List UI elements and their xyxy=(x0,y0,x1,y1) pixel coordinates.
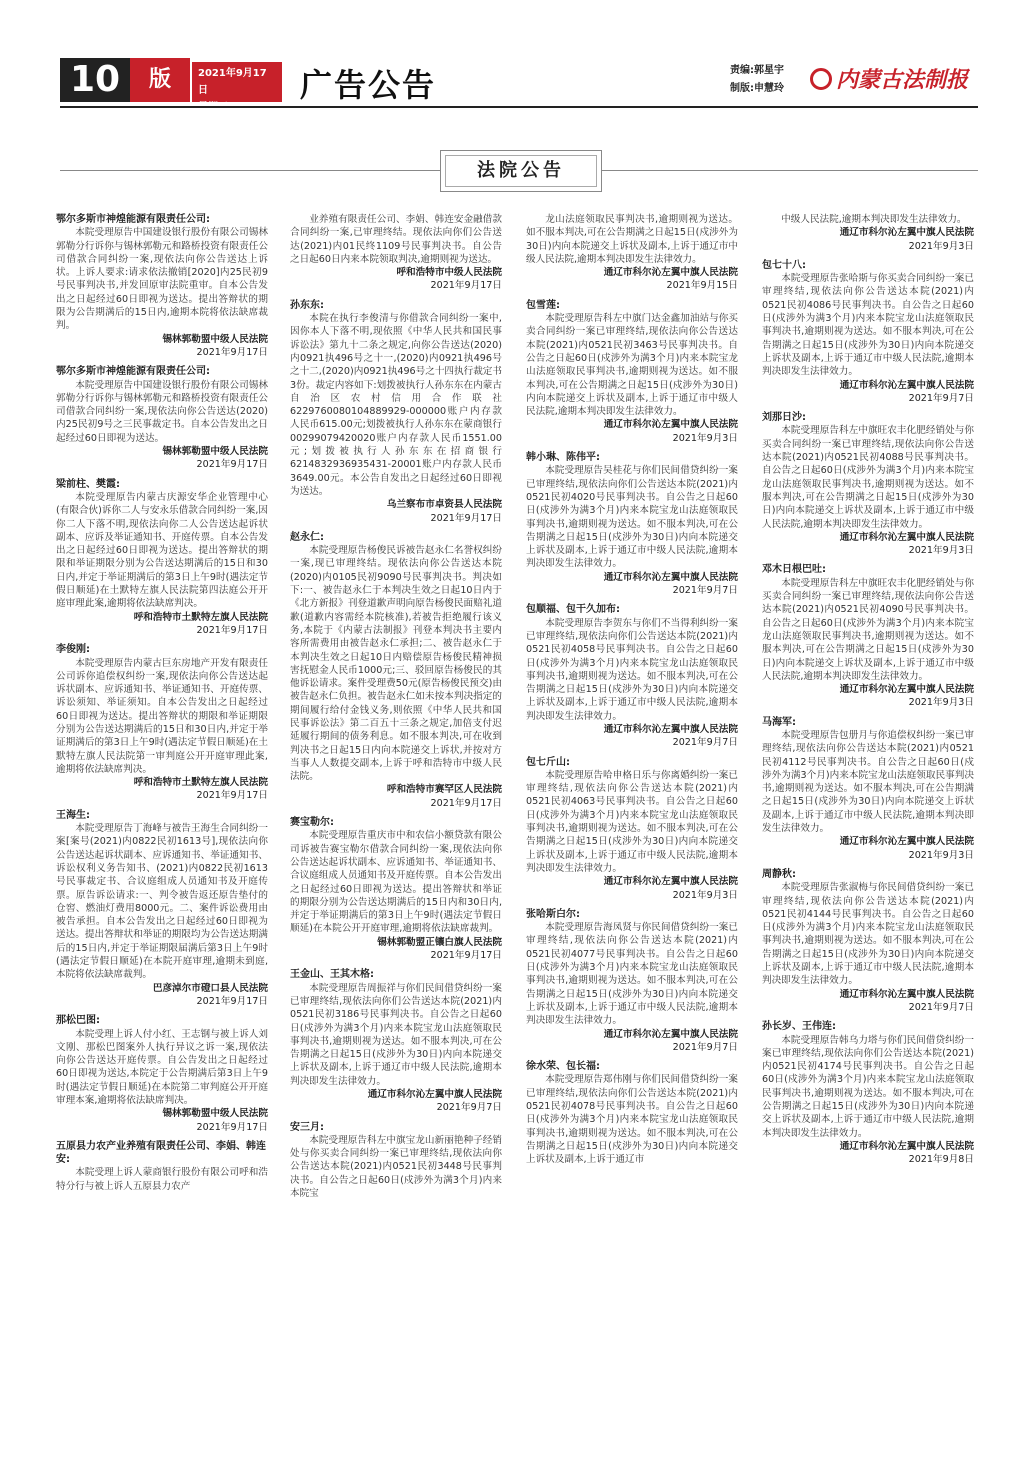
notice-date: 2021年9月17日 xyxy=(430,797,502,809)
notice-body: 本院受理原告张哈斯与你买卖合同纠纷一案已审理终结,现依法向你公告送达本院(2021)内0521民初4086号民事判决书。自公告之日起60日(戍涉外为满3个月)内来本院宝龙山法庭领取民事判决书,逾期则视为送达。如不服本判决,可在公告期满之日起15日(戍涉外为30日)内向本院递交上诉状及副本,上诉于通辽市中级人民法院,逾期本判决即发生法律效力。 xyxy=(762,273,974,378)
page-number: 10 xyxy=(60,58,130,102)
notice-body: 本院受理原告哈申格日乐与你离婚纠纷一案已审理终结,现依法向你公告送达本院(2021)内0521民初4063号民事判决书。自公告之日起60日(戍涉外为满3个月)内来本院宝龙山法庭领取民事判决书,逾期则视为送达。如不服本判决,可在公告期满之日起15日(戍涉外为30日)内向本院递交上诉状及副本,上诉于通辽市中级人民法院,逾期本判决即发生法律效力。 xyxy=(526,769,738,874)
notice-item xyxy=(526,756,738,902)
notice-item xyxy=(56,365,268,471)
notice-date: 2021年9月17日 xyxy=(430,512,502,524)
notice-body: 本院受理原告内蒙古巨东房地产开发有限责任公司诉你追偿权纠纷一案,现依法向你公告送达起诉状副本、应诉通知书、举证通知书、开庭传票、诉讼须知、举证须知。自本公告发出之日起经过60日即视为送达。提出答辩状的期限和举证期限分别为公告送达期满后的15日和30日内,并定于举证期满后的第3日上午9时(遇法定节假日顺延)在土默特左旗人民法院第一审判庭公开开庭审理此案,逾期将依法缺席判决。 xyxy=(56,657,268,775)
notice-item xyxy=(290,531,502,810)
notice-date: 2021年9月17日 xyxy=(196,459,268,471)
notice-date: 2021年9月7日 xyxy=(908,392,974,404)
notice-date: 2021年9月17日 xyxy=(196,995,268,1007)
notice-item xyxy=(526,213,738,293)
banner-title: 法院公告 xyxy=(445,155,597,187)
notice-body: 本院受理上诉人蒙商银行股份有限公司呼和浩特分行与被上诉人五原县力农产 xyxy=(56,1167,268,1192)
notice-body: 本院受理原告包册月与你追偿权纠纷一案已审理终结,现依法向你公告送达本院(2021)内0521民初4112号民事判决书。自公告之日起60日(戍涉外为满3个月)内来本院宝龙山法庭领取民事判决书,逾期则视为送达。如不服本判决,可在公告期满之日起15日(戍涉外为30日)内向本院递交上诉状及副本,上诉于通辽市中级人民法院,逾期本判决即发生法律效力。 xyxy=(762,729,974,835)
notice-court: 通辽市科尔沁左翼中旗人民法院 xyxy=(839,836,974,848)
notice-body: 本院受理上诉人付小红、王志钢与被上诉人刘文刚、那松巴图案外人执行异议之诉一案,现依法向你公告送达开庭传票。自公告发出之日起经过60日即视为送达,本院定于公告期满后第3日上午9时(遇法定节假日顺延)在本院第二审判庭公开开庭审理本案,逾期将依法缺席判决。 xyxy=(56,1028,268,1106)
notice-court: 通辽市科尔沁左翼中旗人民法院 xyxy=(603,723,738,735)
notice-addressee: 鄂尔多斯市神煌能源有限责任公司: xyxy=(56,366,210,378)
notice-date: 2021年9月3日 xyxy=(908,545,974,557)
notice-item xyxy=(56,1140,268,1193)
page-label: 版 xyxy=(130,58,190,102)
section-banner xyxy=(440,150,602,192)
notice-court: 呼和浩特市赛罕区人民法院 xyxy=(386,784,502,796)
notice-item xyxy=(762,1020,974,1166)
notice-addressee: 那松巴图: xyxy=(56,1015,100,1027)
notice-body: 本院受理原告科左中旗门达金鑫加油站与你买卖合同纠纷一案已审理终结,现依法向你公告送达本院(2021)内0521民初3463号民事判决书。自公告之日起60日(戍涉外为满3个月)内来本院宝龙山法庭领取民事判决书,逾期则视为送达。如不服本判决,可在公告期满之日起15日(戍涉外为30日)内向本院递交上诉状及副本,上诉于通辽市中级人民法院,逾期本判决即发生法律效力。 xyxy=(526,313,738,418)
notice-body: 本院受理原告重庆市中和农信小额贷款有限公司诉被告赛宝勒尔借款合同纠纷一案,现依法向你公告送达起诉状副本、应诉通知书、举证通知书、合议庭组成人员通知书及开庭传票。自本公告发出之日起经过60日即视为送达。提出答辩状和举证的期限分别为公告送达期满后的15日内和30日内,并定于举证期满后的第3日上午9时(遇法定节假日顺延)在本院公开开庭审理,逾期将依法缺席裁判。 xyxy=(290,830,502,935)
notice-item xyxy=(526,299,738,445)
issue-date-box xyxy=(192,62,282,102)
notice-item xyxy=(762,868,974,1014)
newspaper-emblem-icon xyxy=(810,68,832,90)
notice-date: 2021年9月7日 xyxy=(672,737,738,749)
notice-addressee: 鄂尔多斯市神煌能源有限责任公司: xyxy=(56,214,210,225)
notice-item xyxy=(56,1014,268,1134)
notice-court: 乌兰察布市卓资县人民法院 xyxy=(386,499,502,511)
notice-addressee: 孙长岁、王伟连: xyxy=(762,1021,836,1033)
notice-date: 2021年9月7日 xyxy=(436,1102,502,1114)
notice-item xyxy=(762,411,974,557)
notice-court: 呼和浩特市土默特左旗人民法院 xyxy=(133,611,268,623)
notice-court: 通辽市科尔沁左翼中旗人民法院 xyxy=(839,227,974,239)
notice-court: 巴彦淖尔市磴口县人民法院 xyxy=(152,982,268,994)
notice-court: 锡林郭勒盟中级人民法院 xyxy=(162,333,268,345)
notice-body: 本院受理原告李贺东与你们不当得利纠纷一案已审理终结,现依法向你们公告送达本院(2021)内0521民初4058号民事判决书。自公告之日起60日(戍涉外为满3个月)内来本院宝龙山法庭领取民事判决书,逾期则视为送达。如不服本判决,可在公告期满之日起15日(戍涉外为30日)内向本院递交上诉状及副本,上诉于通辽市中级人民法院,逾期本判决即发生法律效力。 xyxy=(526,617,738,722)
column-2 xyxy=(290,213,502,1206)
notice-date: 2021年9月17日 xyxy=(196,624,268,636)
notice-item xyxy=(526,1060,738,1166)
notice-date: 2021年9月7日 xyxy=(672,585,738,597)
issue-date: 2021年9月17日 xyxy=(198,68,267,96)
notice-addressee: 韩小琳、陈伟平: xyxy=(526,452,600,464)
notice-addressee: 邓木日根巴吐: xyxy=(762,564,826,576)
notice-addressee: 孙东东: xyxy=(290,299,324,311)
notice-court: 呼和浩特市土默特左旗人民法院 xyxy=(133,777,268,789)
notice-addressee: 张哈斯白尔: xyxy=(526,908,580,920)
notice-item xyxy=(762,213,974,253)
notice-addressee: 李俊刚: xyxy=(56,644,90,656)
notice-addressee: 安三月: xyxy=(290,1121,324,1133)
notice-addressee: 包七十八: xyxy=(762,259,806,271)
notice-addressee: 徐水荣、包长福: xyxy=(526,1061,600,1073)
notice-item xyxy=(56,643,268,803)
notice-addressee: 五原县力农产业养殖有限责任公司、李娟、韩连安: xyxy=(56,1140,266,1166)
notice-item xyxy=(290,299,502,525)
column-4 xyxy=(762,213,974,1172)
notice-addressee: 赵永仁: xyxy=(290,531,324,543)
notice-date: 2021年9月3日 xyxy=(908,849,974,861)
notice-addressee: 王海生: xyxy=(56,809,90,821)
notice-court: 通辽市科尔沁左翼中旗人民法院 xyxy=(839,531,974,543)
notice-item xyxy=(56,478,268,638)
editor-credit: 责编:郭星宇 xyxy=(730,65,784,76)
notice-item xyxy=(290,968,502,1114)
notice-item xyxy=(290,213,502,293)
masthead xyxy=(60,58,978,106)
notice-date: 2021年9月17日 xyxy=(196,790,268,802)
notice-body: 本院受理原告丁海峰与被告王海生合同纠纷一案[案号(2021)内0822民初1613号],现依法向你公告送达起诉状副本、应诉通知书、举证通知书、诉讼权利义务告知书、(2021)内0822民初1613号民事裁定书、合议庭组成人员通知书及开庭传票。原告诉讼请求:一、判令被告返还原告垫付的仓窖、燃油灯费用8000元。二、案件诉讼费用由被告承担。自本公告发出之日起经过60日即视为送达。提出答辩状和举证的期限均为公告送达期满后的15日内,并定于举证期限届满后第3日上午9时(遇法定节假日顺延)在本院开庭审理,逾期未到庭,本院将依法缺席裁判。 xyxy=(56,823,268,981)
notice-date: 2021年9月8日 xyxy=(908,1154,974,1166)
notice-court: 通辽市科尔沁左翼中旗人民法院 xyxy=(839,684,974,696)
section-title: 广告公告 xyxy=(300,66,437,104)
notice-body: 中级人民法院,逾期本判决即发生法律效力。 xyxy=(781,214,967,225)
notice-date: 2021年9月17日 xyxy=(196,346,268,358)
notice-addressee: 赛宝勒尔: xyxy=(290,817,334,829)
notice-court: 呼和浩特市中级人民法院 xyxy=(396,267,502,279)
banner-rule-left xyxy=(60,170,440,171)
notice-body: 本院受理原告科左中旗旺农丰化肥经销处与你买卖合同纠纷一案已审理终结,现依法向你公告送达本院(2021)内0521民初4090号民事判决书。自公告之日起60日(戍涉外为满3个月)内来本院宝龙山法庭领取民事判决书,逾期则视为送达。如不服本判决,可在公告期满之日起15日(戍涉外为30日)内向本院递交上诉状及副本,上诉于通辽市中级人民法院,逾期本判决即发生法律效力。 xyxy=(762,577,974,682)
notice-body: 本院受理原告周振祥与你们民间借贷纠纷一案已审理终结,现依法向你们公告送达本院(2021)内0521民初3186号民事判决书。自公告之日起60日(戍涉外为满3个月)内来本院宝龙山法庭领取民事判决书,逾期则视为送达。如不服本判决,可在公告期满之日起15日(戍涉外为30日)内向本院递交上诉状及副本,上诉于通辽市中级人民法院,逾期本判决即发生法律效力。 xyxy=(290,982,502,1087)
newspaper-logo xyxy=(810,58,980,102)
notice-addressee: 刘那日沙: xyxy=(762,412,806,424)
notice-item xyxy=(290,816,502,962)
notice-item xyxy=(290,1121,502,1201)
notice-date: 2021年9月3日 xyxy=(672,889,738,901)
notice-body: 本院受理原告郑伟刚与你们民间借贷纠纷一案已审理终结,现依法向你们公告送达本院(2021)内0521民初4078号民事判决书。自公告之日起60日(戍涉外为满3个月)内来本院宝龙山法庭领取民事判决书,逾期则视为送达。如不服本判决,可在公告期满之日起15日(戍涉外为30日)内向本院递交上诉状及副本,上诉于通辽市 xyxy=(526,1074,738,1166)
notice-addressee: 包顺福、包干久加布: xyxy=(526,604,620,616)
notice-item xyxy=(526,908,738,1054)
producer-credit: 制版:申慧玲 xyxy=(730,83,784,94)
notice-addressee: 包七斤山: xyxy=(526,756,570,768)
column-1 xyxy=(56,213,268,1199)
notice-date: 2021年9月7日 xyxy=(672,1041,738,1053)
newspaper-name: 内蒙古法制报 xyxy=(836,67,969,93)
notice-body: 龙山法庭领取民事判决书,逾期则视为送达。如不服本判决,可在公告期满之日起15日(戍涉外为30日)内向本院递交上诉状及副本,上诉于通辽市中级人民法院,逾期本判决即发生法律效力。 xyxy=(526,214,738,265)
notice-body: 本院受理原告张淑梅与你民间借贷纠纷一案已审理终结,现依法向你公告送达本院(2021)内0521民初4144号民事判决书。自公告之日起60日(戍涉外为满3个月)内来本院宝龙山法庭领取民事判决书,逾期则视为送达。如不服本判决,可在公告期满之日起15日(戍涉外为30日)内向本院递交上诉状及副本,上诉于通辽市中级人民法院,逾期本判决即发生法律效力。 xyxy=(762,882,974,987)
notice-addressee: 马海军: xyxy=(762,716,796,728)
notice-body: 本院受理原告科左中旗旺农丰化肥经销处与你买卖合同纠纷一案已审理终结,现依法向你公告送达本院(2021)内0521民初4088号民事判决书。自公告之日起60日(戍涉外为满3个月)内来本院宝龙山法庭领取民事判决书,逾期则视为送达。如不服本判决,可在公告期满之日起15日(戍涉外为30日)内向本院递交上诉状及副本,上诉于通辽市中级人民法院,逾期本判决即发生法律效力。 xyxy=(762,425,974,530)
notice-body: 本院受理原告中国建设银行股份有限公司锡林郭勒分行诉你与锡林郭勒元和路桥投资有限责任公司借款合同纠纷一案,现依法向你公告送达(2020)内25民初9号之三民事裁定书。自本公告发出之日起经过60日即视为送达。 xyxy=(56,379,268,444)
notice-court: 通辽市科尔沁左翼中旗人民法院 xyxy=(839,988,974,1000)
notice-item xyxy=(762,716,974,862)
notice-item xyxy=(762,563,974,709)
notice-item xyxy=(526,451,738,597)
header-rule xyxy=(60,106,978,108)
notice-court: 锡林郭勒盟中级人民法院 xyxy=(162,446,268,458)
notice-body: 本院在执行李俊清与你借款合同纠纷一案中,因你本人下落不明,现依照《中华人民共和国民事诉讼法》第九十二条之规定,向你公告送达(2020)内0921执496号之十一,(2020)内0921执496号之十二,(2020)内0921执496号之十四执行裁定书3份。裁定内容如下:划拨被执行人孙东东在内蒙古自治区农村信用合作联社6229760080104889929-000000账户内存款人民币615.00元;划拨被执行人孙东东在蒙商银行00299079420020账户内存款人民币1551.00元;划拨被执行人孙东东在招商银行6214832936935431-20001账户内存款人民币3649.00元。本公告自发出之日起经过60日即视为送达。 xyxy=(290,313,502,497)
editors xyxy=(730,62,784,98)
notice-date: 2021年9月17日 xyxy=(430,280,502,292)
notice-court: 通辽市科尔沁左翼中旗人民法院 xyxy=(367,1089,502,1100)
notice-court: 通辽市科尔沁左翼中旗人民法院 xyxy=(839,1140,974,1152)
banner-rule-right xyxy=(600,170,978,171)
notice-item xyxy=(56,213,268,359)
notice-body: 本院受理原告吴桂花与你们民间借贷纠纷一案已审理终结,现依法向你们公告送达本院(2021)内0521民初4020号民事判决书。自公告之日起60日(戍涉外为满3个月)内来本院宝龙山法庭领取民事判决书,逾期则视为送达。如不服本判决,可在公告期满之日起15日(戍涉外为30日)内向本院递交上诉状及副本,上诉于通辽市中级人民法院,逾期本判决即发生法律效力。 xyxy=(526,465,738,570)
notice-body: 本院受理原告韩乌力塔与你们民间借贷纠纷一案已审理终结,现依法向你们公告送达本院(2021)内0521民初4174号民事判决书。自公告之日起60日(戍涉外为满3个月)内来本院宝龙山法庭领取民事判决书,逾期则视为送达。如不服本判决,可在公告期满之日起15日(戍涉外为30日)内向本院递交上诉状及副本,上诉于通辽市中级人民法院,逾期本判决即发生法律效力。 xyxy=(762,1034,974,1139)
notice-item xyxy=(762,259,974,405)
notice-date: 2021年9月15日 xyxy=(666,280,738,292)
notice-addressee: 王金山、王其木格: xyxy=(290,969,374,981)
notice-body: 本院受理原告中国建设银行股份有限公司锡林郭勒分行诉你与锡林郭勒元和路桥投资有限责任公司借款合同纠纷一案,现依法向你公告送达上诉状。上诉人要求:请求依法撤销[2020]内25民初9号民事判决书,并发回原审法院重审。自本公告发出之日起经过60日即视为送达。提出答辩状的期限为公告期满后的15日内,逾期本院将依法缺席裁判。 xyxy=(56,227,268,332)
notice-item xyxy=(526,603,738,749)
notice-court: 通辽市科尔沁左翼中旗人民法院 xyxy=(603,267,738,279)
notice-body: 本院受理原告科左中旗宝龙山新丽艳种子经销处与你买卖合同纠纷一案已审理终结,现依法向你公告送达本院(2021)内0521民初3448号民事判决书。自公告之日起60日(戍涉外为满3个月)内来本院宝 xyxy=(290,1134,502,1200)
notice-court: 通辽市科尔沁左翼中旗人民法院 xyxy=(839,379,974,391)
column-3 xyxy=(526,213,738,1172)
notice-body: 业养殖有限责任公司、李娟、韩连安金融借款合同纠纷一案,已审理终结。现依法向你们公告送达(2021)内01民终1109号民事判决书。自公告之日起60日内来本院领取判决,逾期则视为送达。 xyxy=(290,214,502,265)
notice-addressee: 梁前柱、樊霞: xyxy=(56,478,120,490)
notice-date: 2021年9月3日 xyxy=(908,697,974,709)
notice-body: 本院受理原告杨俊民诉被告赵永仁名誉权纠纷一案,现已审理终结。现依法向你公告送达本院(2020)内0105民初9090号民事判决书。判决如下:一、被告赵永仁于本判决生效之日起10日内于《北方新报》刊登道歉声明向原告杨俊民面赔礼道歉(道歉内容需经本院核准),若被告拒绝履行该义务,本院于《内蒙古法制报》刊登本判决书主要内容所需费用由被告赵永仁承担;二、被告赵永仁于本判决生效之日起10日内赔偿原告杨俊民精神损害抚慰金人民币1000元;三、驳回原告杨俊民的其他诉讼请求。案件受理费50元(原告杨俊民预交)由被告赵永仁负担。被告赵永仁如未按本判决指定的期间履行给付金钱义务,则依照《中华人民共和国民事诉讼法》第二百五十三条之规定,加倍支付迟延履行期间的债务利息。如不服本判决,可在收到判决书之日起15日内向本院递交上诉状,并按对方当事人人数提交副本,上诉于呼和浩特市中级人民法院。 xyxy=(290,545,502,783)
notice-court: 通辽市科尔沁左翼中旗人民法院 xyxy=(603,419,738,431)
notice-date: 2021年9月3日 xyxy=(672,432,738,444)
notice-item xyxy=(56,809,268,1008)
notice-body: 本院受理原告内蒙古庆源安华企业管理中心(有限合伙)诉你二人与安永乐借款合同纠纷一案,因你二人下落不明,现依法向你二人公告送达起诉状副本、应诉及举证通知书、开庭传票。自本公告发出之日起经过60日即视为送达。提出答辩状的期限和举证期限分别为公告送达期满后的15日和30日内,并定于举证期满后的第3日上午9时(遇法定节假日顺延)在土默特左旗人民法院第四法庭公开开庭审理此案,逾期将依法缺席判决。 xyxy=(56,491,269,610)
notice-addressee: 周静秋: xyxy=(762,868,796,880)
notice-court: 通辽市科尔沁左翼中旗人民法院 xyxy=(603,876,738,888)
notice-body: 本院受理原告海凤贤与你民间借贷纠纷一案已审理终结,现依法向你公告送达本院(2021)内0521民初4077号民事判决书。自公告之日起60日(戍涉外为满3个月)内来本院宝龙山法庭领取民事判决书,逾期则视为送达。如不服本判决,可在公告期满之日起15日(戍涉外为30日)内向本院递交上诉状及副本,上诉于通辽市中级人民法院,逾期本判决即发生法律效力。 xyxy=(526,922,738,1027)
notice-addressee: 包雪莲: xyxy=(526,299,560,311)
notice-court: 通辽市科尔沁左翼中旗人民法院 xyxy=(603,1028,738,1040)
notice-date: 2021年9月3日 xyxy=(908,240,974,252)
notice-date: 2021年9月17日 xyxy=(196,1121,268,1133)
notice-court: 通辽市科尔沁左翼中旗人民法院 xyxy=(603,571,738,583)
notice-date: 2021年9月7日 xyxy=(908,1001,974,1013)
notice-court: 锡林郭勒盟正镶白旗人民法院 xyxy=(377,936,502,948)
notice-date: 2021年9月17日 xyxy=(430,950,502,962)
notice-court: 锡林郭勒盟中级人民法院 xyxy=(162,1108,268,1120)
